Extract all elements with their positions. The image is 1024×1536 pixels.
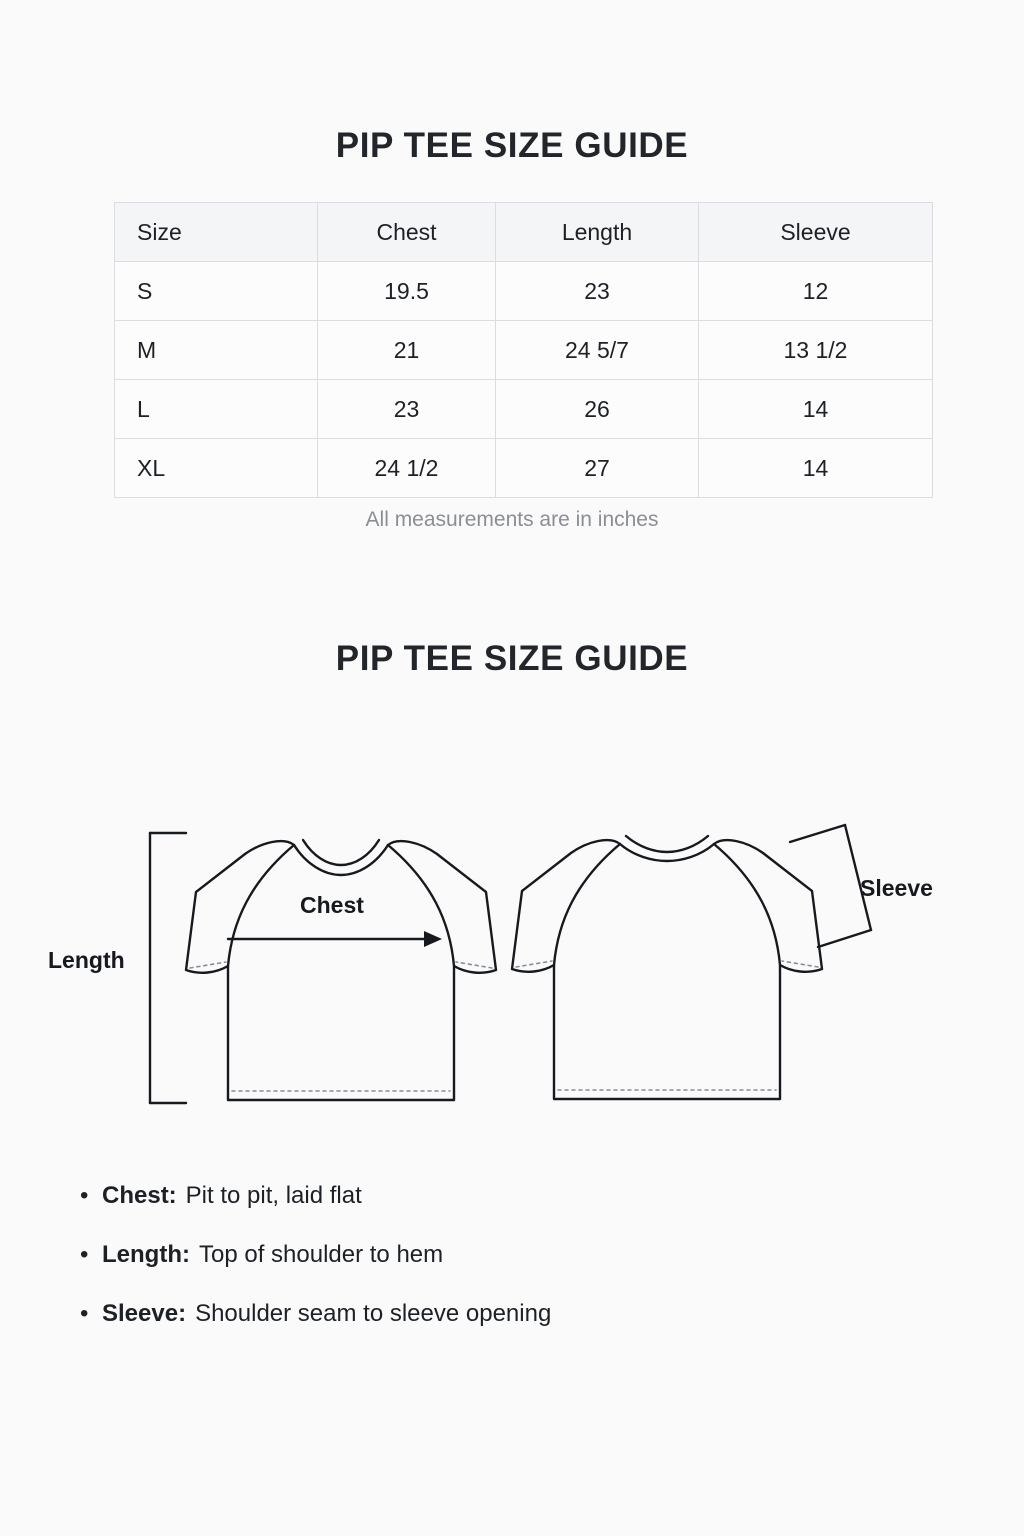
table-row — [115, 380, 933, 439]
page-title: PIP TEE SIZE GUIDE — [335, 126, 689, 165]
chest-label: Chest — [300, 892, 364, 918]
chest-measure-arrow-icon — [228, 931, 442, 947]
cell-size: L — [115, 380, 318, 439]
table-header-row — [115, 203, 933, 262]
back-tee-illustration — [512, 836, 822, 1099]
cell-sleeve: 14 — [699, 380, 933, 439]
column-header-length: Length — [496, 203, 699, 262]
column-header-size: Size — [115, 203, 318, 262]
cell-size: M — [115, 321, 318, 380]
column-header-chest: Chest — [318, 203, 496, 262]
tee-measurement-diagram — [0, 770, 1024, 1170]
length-label: Length — [48, 947, 125, 973]
cell-chest: 24 1/2 — [318, 439, 496, 498]
table-row — [115, 262, 933, 321]
cell-length: 23 — [496, 262, 699, 321]
bullet-desc-length: Top of shoulder to hem — [198, 1241, 444, 1268]
cell-size: S — [115, 262, 318, 321]
cell-length: 26 — [496, 380, 699, 439]
bullet-desc-chest: Pit to pit, laid flat — [185, 1182, 362, 1209]
cell-length: 24 5/7 — [496, 321, 699, 380]
cell-sleeve: 12 — [699, 262, 933, 321]
cell-chest: 19.5 — [318, 262, 496, 321]
bullet-point-icon: • — [80, 1241, 89, 1268]
bullet-term-chest: Chest: — [102, 1182, 177, 1209]
cell-chest: 23 — [318, 380, 496, 439]
bullet-term-sleeve: Sleeve: — [102, 1300, 187, 1327]
front-tee-illustration — [186, 840, 496, 1100]
cell-size: XL — [115, 439, 318, 498]
cell-chest: 21 — [318, 321, 496, 380]
cell-sleeve: 13 1/2 — [699, 321, 933, 380]
diagram-section-title: PIP TEE SIZE GUIDE — [335, 639, 689, 678]
cell-length: 27 — [496, 439, 699, 498]
list-item — [80, 1241, 940, 1269]
bullet-point-icon: • — [80, 1182, 89, 1209]
list-item — [80, 1182, 940, 1210]
list-item — [80, 1300, 940, 1328]
column-header-sleeve: Sleeve — [699, 203, 933, 262]
cell-sleeve: 14 — [699, 439, 933, 498]
sleeve-bracket-icon — [790, 825, 871, 947]
bullet-point-icon: • — [80, 1300, 89, 1327]
sleeve-label: Sleeve — [860, 875, 933, 901]
bullet-term-length: Length: — [102, 1241, 190, 1268]
measurement-units-note: All measurements are in inches — [365, 508, 659, 531]
measurement-definitions-list — [80, 1182, 940, 1359]
table-row — [115, 321, 933, 380]
table-row — [115, 439, 933, 498]
bullet-desc-sleeve: Shoulder seam to sleeve opening — [195, 1300, 552, 1327]
length-bracket-icon — [150, 833, 186, 1103]
size-table — [114, 202, 933, 498]
